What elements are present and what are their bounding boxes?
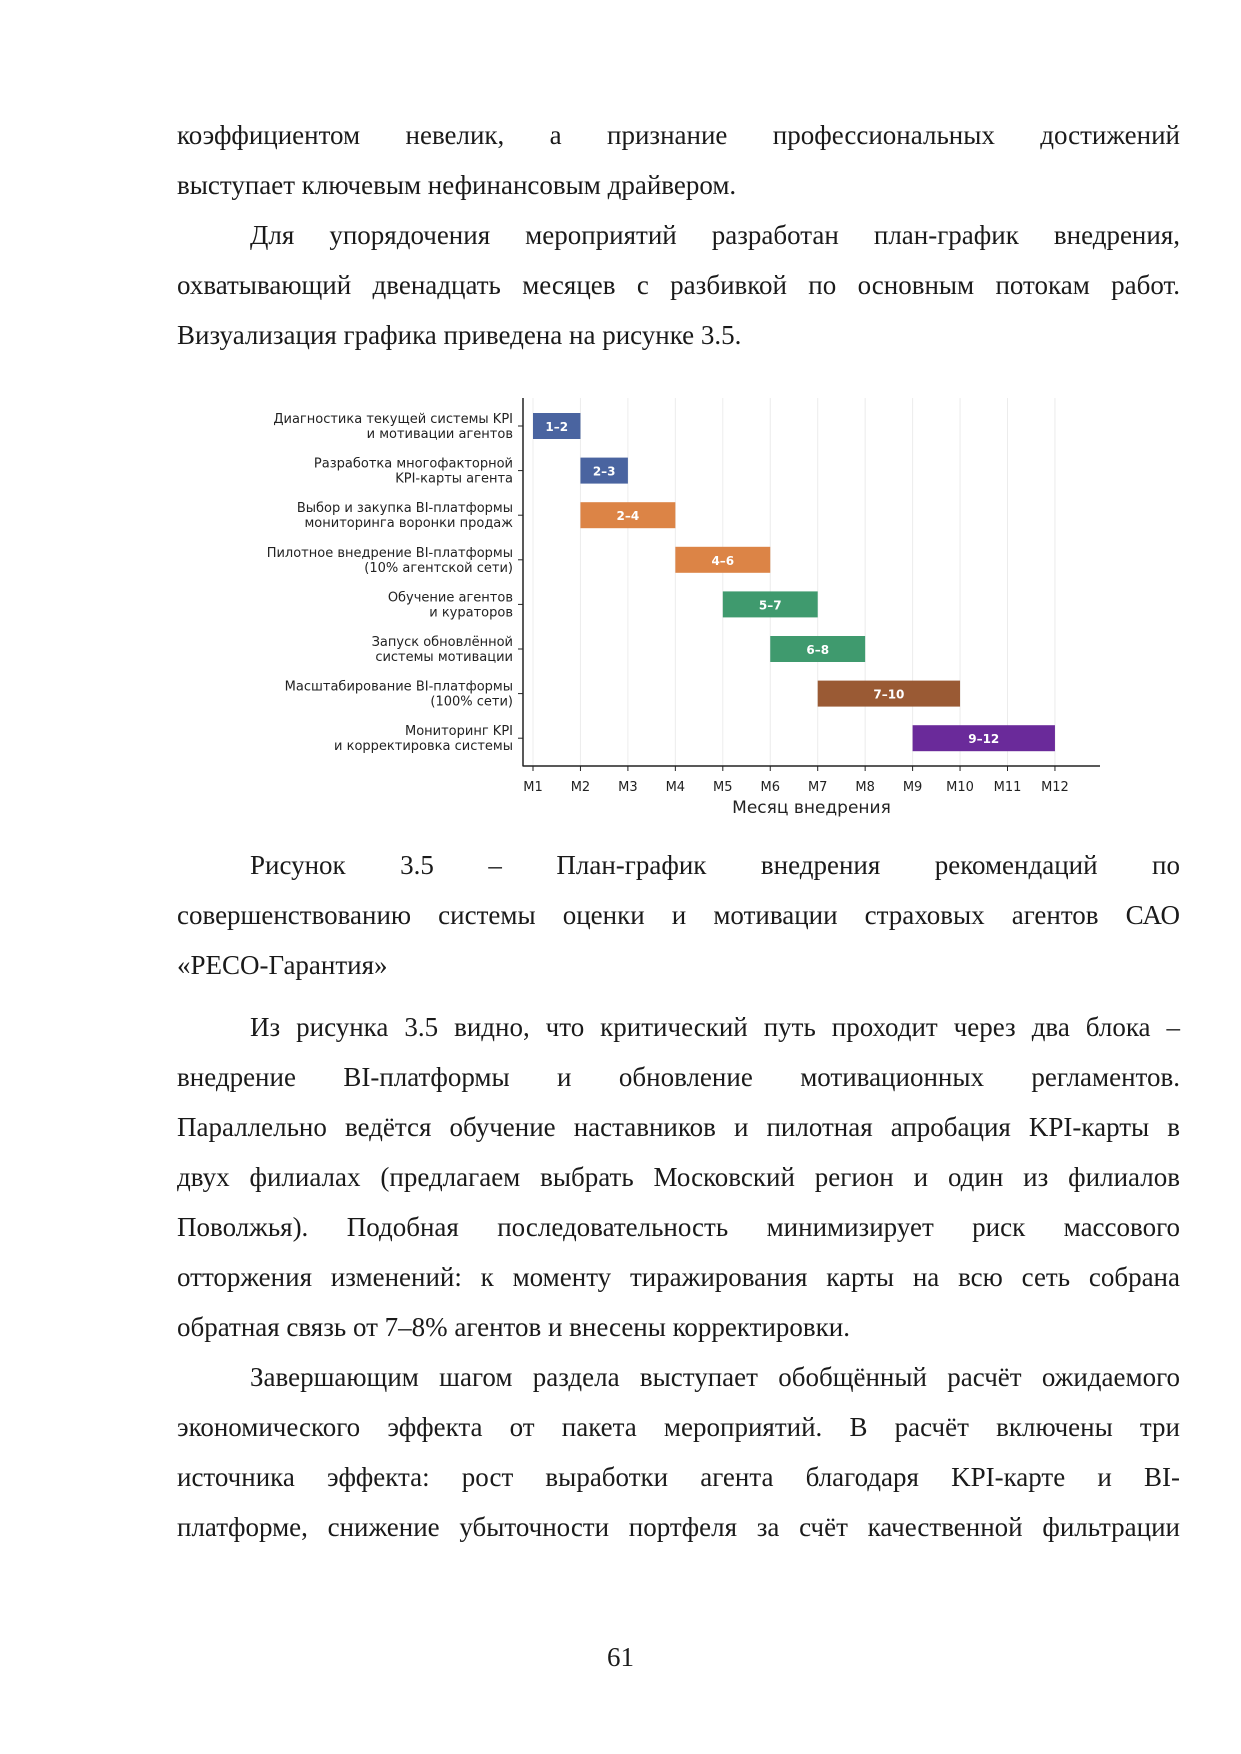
task-label: системы мотивации xyxy=(375,650,513,665)
bar-label: 9–12 xyxy=(968,732,1000,747)
x-tick-label: M6 xyxy=(760,780,780,795)
task-label: и мотивации агентов xyxy=(366,427,513,442)
paragraph-line: отторжения изменений: к моменту тиражирования карты на всю сеть собрана xyxy=(177,1262,1180,1292)
x-tick-label: M7 xyxy=(807,780,828,795)
bar-label: 6–8 xyxy=(806,643,830,657)
paragraph-line: экономического эффекта от пакета мероприятий. В расчёт включены три xyxy=(177,1412,1180,1442)
x-tick-label: M1 xyxy=(523,780,543,795)
bar-label: 2–3 xyxy=(592,464,616,479)
x-tick-label: M2 xyxy=(570,780,591,795)
task-label: KPI-карты агента xyxy=(395,471,513,487)
x-tick-label: M12 xyxy=(1041,780,1069,795)
paragraph-line: охватывающий двенадцать месяцев с разбивкой по основным потокам работ. xyxy=(177,270,1180,300)
paragraph-line: Визуализация графика приведена на рисунке 3.5. xyxy=(177,320,742,350)
paragraph-line: Поволжья). Подобная последовательность минимизирует риск массового xyxy=(177,1212,1180,1242)
paragraph-line: выступает ключевым нефинансовым драйвером. xyxy=(177,170,737,200)
bar-label: 5–7 xyxy=(758,598,782,613)
paragraph-line: источника эффекта: рост выработки агента благодаря KPI-карте и BI- xyxy=(177,1462,1180,1492)
figure-caption-line: «РЕСО-Гарантия» xyxy=(177,950,388,980)
paragraph-line: Параллельно ведётся обучение наставников и пилотная апробация KPI-карты в xyxy=(177,1112,1180,1142)
paragraph-line: внедрение BI-платформы и обновление мотивационных регламентов. xyxy=(177,1062,1180,1092)
task-label: мониторинга воронки продаж xyxy=(304,516,513,532)
task-label: Разработка многофакторной xyxy=(313,456,513,472)
task-label: (100% сети) xyxy=(430,694,513,710)
paragraph-line: платформе, снижение убыточности портфеля за счёт качественной фильтрации xyxy=(177,1512,1180,1542)
x-tick-label: M4 xyxy=(665,780,686,795)
bar-label: 4–6 xyxy=(711,553,735,568)
figure-caption-line: совершенствованию системы оценки и мотивации страховых агентов САО xyxy=(177,900,1180,930)
paragraph-line: Завершающим шагом раздела выступает обобщённый расчёт ожидаемого xyxy=(250,1362,1180,1392)
task-label: и корректировка системы xyxy=(334,739,513,755)
x-tick-label: M5 xyxy=(713,780,733,795)
paragraph-line: Для упорядочения мероприятий разработан план-график внедрения, xyxy=(250,220,1180,250)
figure-caption-line: Рисунок 3.5 – План-график внедрения рекомендаций по xyxy=(250,850,1180,880)
page-number: 61 xyxy=(607,1642,634,1672)
x-tick-label: M9 xyxy=(902,780,923,795)
task-label: Выбор и закупка BI-платформы xyxy=(296,501,513,517)
bar-label: 1–2 xyxy=(545,420,569,434)
task-label: (10% агентской сети) xyxy=(364,560,513,576)
x-tick-label: M10 xyxy=(946,780,974,795)
x-axis-label: Месяц внедрения xyxy=(732,798,891,818)
x-tick-label: M8 xyxy=(855,780,875,795)
task-label: Пилотное внедрение BI-платформы xyxy=(266,545,513,561)
x-tick-label: M3 xyxy=(618,780,638,795)
task-label: Запуск обновлённой xyxy=(371,635,513,650)
task-label: Масштабирование BI-платформы xyxy=(284,679,513,695)
paragraph-line: коэффициентом невелик, а признание профессиональных достижений xyxy=(177,120,1180,150)
bar-label: 2–4 xyxy=(616,509,640,524)
x-tick-label: M11 xyxy=(993,780,1022,795)
task-label: Обучение агентов xyxy=(387,590,513,606)
task-label: Диагностика текущей системы KPI xyxy=(273,412,513,427)
bar-label: 7–10 xyxy=(873,687,905,702)
paragraph-line: Из рисунка 3.5 видно, что критический путь проходит через два блока – xyxy=(250,1012,1180,1042)
paragraph-line: обратная связь от 7–8% агентов и внесены корректировки. xyxy=(177,1312,850,1342)
task-label: и кураторов xyxy=(429,605,513,621)
paragraph-line: двух филиалах (предлагаем выбрать Московский регион и один из филиалов xyxy=(177,1162,1180,1192)
task-label: Мониторинг KPI xyxy=(404,724,513,740)
